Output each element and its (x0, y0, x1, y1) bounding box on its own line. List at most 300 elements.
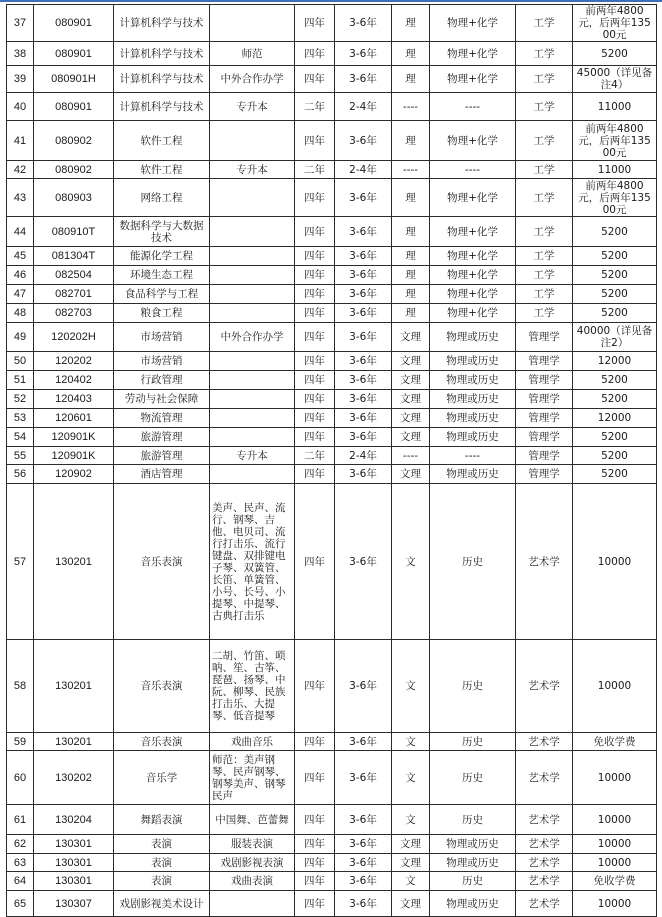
direction-note-cell: 中外合作办学 (210, 323, 295, 352)
study-years-cell: 3-6年 (335, 428, 392, 447)
subject-requirement-cell: 历史 (430, 640, 516, 733)
row-number-cell: 45 (7, 247, 34, 266)
category-cell: 文理 (392, 371, 430, 390)
degree-cell: 管理学 (516, 409, 573, 428)
row-number-cell: 38 (7, 42, 34, 66)
subject-requirement-cell: 物理或历史 (430, 891, 516, 917)
duration-cell: 四年 (295, 465, 335, 484)
subject-requirement-cell: 物理+化学 (430, 304, 516, 323)
category-cell: 文理 (392, 465, 430, 484)
major-name-cell: 计算机科学与技术 (114, 5, 210, 42)
duration-cell: 四年 (295, 371, 335, 390)
subject-requirement-cell: 物理+化学 (430, 247, 516, 266)
subject-requirement-cell: 物理或历史 (430, 323, 516, 352)
major-code-cell: 080903 (34, 179, 114, 217)
category-cell: 文 (392, 872, 430, 891)
row-number-cell: 41 (7, 121, 34, 161)
table-row (7, 42, 657, 66)
table-row (7, 891, 657, 917)
category-cell: ---- (392, 161, 430, 179)
subject-requirement-cell: 历史 (430, 484, 516, 640)
duration-cell: 四年 (295, 872, 335, 891)
direction-note-cell: 师范 (210, 42, 295, 66)
major-name-cell: 表演 (114, 835, 210, 854)
category-cell: 文理 (392, 835, 430, 854)
subject-requirement-cell: 历史 (430, 733, 516, 751)
duration-cell: 四年 (295, 66, 335, 93)
top-border-line (0, 0, 662, 2)
major-name-cell: 能源化学工程 (114, 247, 210, 266)
row-number-cell: 54 (7, 428, 34, 447)
category-cell: 文 (392, 751, 430, 805)
direction-note-cell (210, 121, 295, 161)
degree-cell: 工学 (516, 247, 573, 266)
study-years-cell: 3-6年 (335, 640, 392, 733)
direction-note-cell (210, 891, 295, 917)
row-number-cell: 43 (7, 179, 34, 217)
direction-note-cell (210, 352, 295, 371)
table-row (7, 5, 657, 42)
degree-cell: 工学 (516, 42, 573, 66)
major-name-cell: 音乐表演 (114, 733, 210, 751)
tuition-fee-cell: 45000（详见备注4） (573, 66, 657, 93)
degree-cell: 艺术学 (516, 854, 573, 872)
degree-cell: 工学 (516, 266, 573, 285)
row-number-cell: 63 (7, 854, 34, 872)
table-row (7, 93, 657, 121)
major-name-cell: 音乐表演 (114, 484, 210, 640)
subject-requirement-cell: 物理或历史 (430, 428, 516, 447)
duration-cell: 四年 (295, 266, 335, 285)
direction-note-cell (210, 179, 295, 217)
row-number-cell: 59 (7, 733, 34, 751)
direction-note-cell: 中外合作办学 (210, 66, 295, 93)
subject-requirement-cell: 物理+化学 (430, 179, 516, 217)
major-code-cell: 120202 (34, 352, 114, 371)
majors-table (6, 4, 657, 917)
direction-note-cell: 专升本 (210, 161, 295, 179)
tuition-fee-cell: 10000 (573, 805, 657, 835)
degree-cell: 工学 (516, 285, 573, 304)
table-row (7, 465, 657, 484)
degree-cell: 艺术学 (516, 805, 573, 835)
degree-cell: 艺术学 (516, 733, 573, 751)
major-code-cell: 082504 (34, 266, 114, 285)
major-code-cell: 120901K (34, 428, 114, 447)
row-number-cell: 62 (7, 835, 34, 854)
direction-note-cell (210, 217, 295, 247)
tuition-fee-cell: 5200 (573, 247, 657, 266)
major-code-cell: 120202H (34, 323, 114, 352)
direction-note-cell (210, 304, 295, 323)
major-code-cell: 120902 (34, 465, 114, 484)
category-cell: 文理 (392, 352, 430, 371)
study-years-cell: 3-6年 (335, 66, 392, 93)
major-name-cell: 酒店管理 (114, 465, 210, 484)
table-row (7, 872, 657, 891)
subject-requirement-cell: 物理或历史 (430, 371, 516, 390)
tuition-fee-cell: 5200 (573, 285, 657, 304)
major-code-cell: 081304T (34, 247, 114, 266)
degree-cell: 工学 (516, 217, 573, 247)
duration-cell: 四年 (295, 733, 335, 751)
major-code-cell: 130301 (34, 872, 114, 891)
subject-requirement-cell: 物理或历史 (430, 854, 516, 872)
tuition-fee-cell: 10000 (573, 751, 657, 805)
table-row (7, 390, 657, 409)
subject-requirement-cell: ---- (430, 447, 516, 465)
study-years-cell: 3-6年 (335, 42, 392, 66)
duration-cell: 四年 (295, 217, 335, 247)
row-number-cell: 39 (7, 66, 34, 93)
table-row (7, 217, 657, 247)
major-name-cell: 舞蹈表演 (114, 805, 210, 835)
tuition-fee-cell: 5200 (573, 266, 657, 285)
major-code-cell: 120601 (34, 409, 114, 428)
direction-note-cell (210, 285, 295, 304)
category-cell: 文理 (392, 854, 430, 872)
major-code-cell: 080901 (34, 93, 114, 121)
duration-cell: 四年 (295, 352, 335, 371)
tuition-fee-cell: 5200 (573, 390, 657, 409)
major-code-cell: 080902 (34, 161, 114, 179)
duration-cell: 四年 (295, 304, 335, 323)
major-code-cell: 130201 (34, 733, 114, 751)
subject-requirement-cell: 物理+化学 (430, 121, 516, 161)
major-name-cell: 音乐学 (114, 751, 210, 805)
direction-note-cell (210, 266, 295, 285)
table-row (7, 247, 657, 266)
major-code-cell: 130201 (34, 484, 114, 640)
major-name-cell: 计算机科学与技术 (114, 66, 210, 93)
subject-requirement-cell: ---- (430, 93, 516, 121)
subject-requirement-cell: 物理+化学 (430, 5, 516, 42)
degree-cell: 管理学 (516, 390, 573, 409)
category-cell: 文理 (392, 390, 430, 409)
duration-cell: 四年 (295, 285, 335, 304)
row-number-cell: 57 (7, 484, 34, 640)
tuition-fee-cell: 10000 (573, 640, 657, 733)
major-name-cell: 行政管理 (114, 371, 210, 390)
direction-note-cell (210, 247, 295, 266)
table-body (7, 5, 657, 917)
category-cell: ---- (392, 447, 430, 465)
duration-cell: 四年 (295, 835, 335, 854)
major-name-cell: 戏剧影视美术设计 (114, 891, 210, 917)
duration-cell: 四年 (295, 640, 335, 733)
direction-note-cell (210, 371, 295, 390)
table-row (7, 66, 657, 93)
major-code-cell: 130201 (34, 640, 114, 733)
major-name-cell: 计算机科学与技术 (114, 93, 210, 121)
category-cell: 理 (392, 5, 430, 42)
row-number-cell: 49 (7, 323, 34, 352)
table-row (7, 484, 657, 640)
major-name-cell: 环境生态工程 (114, 266, 210, 285)
category-cell: 理 (392, 179, 430, 217)
major-name-cell: 网络工程 (114, 179, 210, 217)
duration-cell: 四年 (295, 390, 335, 409)
table-row (7, 352, 657, 371)
subject-requirement-cell: 物理或历史 (430, 390, 516, 409)
major-name-cell: 计算机科学与技术 (114, 42, 210, 66)
table-row (7, 371, 657, 390)
study-years-cell: 3-6年 (335, 352, 392, 371)
major-name-cell: 软件工程 (114, 121, 210, 161)
degree-cell: 管理学 (516, 447, 573, 465)
direction-note-cell (210, 5, 295, 42)
degree-cell: 工学 (516, 121, 573, 161)
study-years-cell: 3-6年 (335, 409, 392, 428)
major-name-cell: 食品科学与工程 (114, 285, 210, 304)
row-number-cell: 53 (7, 409, 34, 428)
row-number-cell: 64 (7, 872, 34, 891)
study-years-cell: 3-6年 (335, 484, 392, 640)
degree-cell: 工学 (516, 5, 573, 42)
table-row (7, 161, 657, 179)
major-name-cell: 旅游管理 (114, 447, 210, 465)
tuition-fee-cell: 5200 (573, 428, 657, 447)
tuition-fee-cell: 10000 (573, 835, 657, 854)
row-number-cell: 48 (7, 304, 34, 323)
duration-cell: 二年 (295, 447, 335, 465)
degree-cell: 管理学 (516, 428, 573, 447)
tuition-fee-cell: 12000 (573, 352, 657, 371)
study-years-cell: 3-6年 (335, 872, 392, 891)
table-row (7, 121, 657, 161)
major-name-cell: 旅游管理 (114, 428, 210, 447)
direction-note-cell: 戏曲音乐 (210, 733, 295, 751)
subject-requirement-cell: ---- (430, 161, 516, 179)
category-cell: 文理 (392, 891, 430, 917)
row-number-cell: 44 (7, 217, 34, 247)
category-cell: 理 (392, 304, 430, 323)
row-number-cell: 60 (7, 751, 34, 805)
subject-requirement-cell: 物理+化学 (430, 217, 516, 247)
tuition-fee-cell: 5200 (573, 304, 657, 323)
study-years-cell: 3-6年 (335, 121, 392, 161)
major-code-cell: 080901 (34, 42, 114, 66)
degree-cell: 工学 (516, 304, 573, 323)
subject-requirement-cell: 物理或历史 (430, 409, 516, 428)
direction-note-cell: 戏曲表演 (210, 872, 295, 891)
row-number-cell: 65 (7, 891, 34, 917)
major-code-cell: 080901H (34, 66, 114, 93)
duration-cell: 四年 (295, 121, 335, 161)
study-years-cell: 3-6年 (335, 266, 392, 285)
tuition-fee-cell: 11000 (573, 161, 657, 179)
category-cell: 理 (392, 266, 430, 285)
category-cell: 文理 (392, 409, 430, 428)
duration-cell: 二年 (295, 161, 335, 179)
table-row (7, 428, 657, 447)
degree-cell: 艺术学 (516, 891, 573, 917)
degree-cell: 工学 (516, 161, 573, 179)
major-name-cell: 数据科学与大数据技术 (114, 217, 210, 247)
direction-note-cell: 专升本 (210, 447, 295, 465)
study-years-cell: 3-6年 (335, 323, 392, 352)
tuition-fee-cell: 5200 (573, 371, 657, 390)
direction-note-cell: 服装表演 (210, 835, 295, 854)
degree-cell: 艺术学 (516, 640, 573, 733)
duration-cell: 二年 (295, 93, 335, 121)
row-number-cell: 58 (7, 640, 34, 733)
study-years-cell: 3-6年 (335, 304, 392, 323)
tuition-fee-cell: 5200 (573, 465, 657, 484)
study-years-cell: 3-6年 (335, 854, 392, 872)
direction-note-cell: 中国舞、芭蕾舞 (210, 805, 295, 835)
major-code-cell: 130301 (34, 854, 114, 872)
major-code-cell: 080901 (34, 5, 114, 42)
subject-requirement-cell: 物理或历史 (430, 352, 516, 371)
study-years-cell: 2-4年 (335, 447, 392, 465)
subject-requirement-cell: 物理+化学 (430, 66, 516, 93)
subject-requirement-cell: 物理+化学 (430, 285, 516, 304)
study-years-cell: 3-6年 (335, 751, 392, 805)
degree-cell: 管理学 (516, 352, 573, 371)
degree-cell: 艺术学 (516, 872, 573, 891)
row-number-cell: 56 (7, 465, 34, 484)
degree-cell: 管理学 (516, 323, 573, 352)
category-cell: 理 (392, 217, 430, 247)
major-code-cell: 130202 (34, 751, 114, 805)
tuition-fee-cell: 5200 (573, 217, 657, 247)
row-number-cell: 52 (7, 390, 34, 409)
study-years-cell: 3-6年 (335, 371, 392, 390)
duration-cell: 四年 (295, 891, 335, 917)
study-years-cell: 3-6年 (335, 285, 392, 304)
subject-requirement-cell: 物理或历史 (430, 835, 516, 854)
duration-cell: 四年 (295, 484, 335, 640)
major-code-cell: 120901K (34, 447, 114, 465)
direction-note-cell (210, 428, 295, 447)
degree-cell: 艺术学 (516, 484, 573, 640)
tuition-fee-cell: 前两年4800元，后两年13500元 (573, 179, 657, 217)
study-years-cell: 3-6年 (335, 5, 392, 42)
category-cell: 文 (392, 484, 430, 640)
table-row (7, 640, 657, 733)
study-years-cell: 2-4年 (335, 93, 392, 121)
study-years-cell: 3-6年 (335, 390, 392, 409)
direction-note-cell: 美声、民声、流行、钢琴、吉他、电贝司、流行打击乐、流行键盘、双排键电子琴、双簧管、长笛、单簧管、小号、长号、小提琴、中提琴、古典打击乐 (210, 484, 295, 640)
study-years-cell: 3-6年 (335, 805, 392, 835)
category-cell: 理 (392, 247, 430, 266)
row-number-cell: 40 (7, 93, 34, 121)
tuition-fee-cell: 10000 (573, 484, 657, 640)
major-code-cell: 120403 (34, 390, 114, 409)
degree-cell: 工学 (516, 66, 573, 93)
table-row (7, 854, 657, 872)
category-cell: 理 (392, 285, 430, 304)
tuition-fee-cell: 11000 (573, 93, 657, 121)
tuition-fee-cell: 40000（详见备注2） (573, 323, 657, 352)
study-years-cell: 3-6年 (335, 733, 392, 751)
subject-requirement-cell: 物理+化学 (430, 266, 516, 285)
duration-cell: 四年 (295, 42, 335, 66)
category-cell: 理 (392, 66, 430, 93)
row-number-cell: 50 (7, 352, 34, 371)
major-name-cell: 物流管理 (114, 409, 210, 428)
tuition-fee-cell: 免收学费 (573, 733, 657, 751)
duration-cell: 四年 (295, 179, 335, 217)
duration-cell: 四年 (295, 805, 335, 835)
direction-note-cell: 戏剧影视表演 (210, 854, 295, 872)
tuition-fee-cell: 10000 (573, 854, 657, 872)
subject-requirement-cell: 历史 (430, 751, 516, 805)
duration-cell: 四年 (295, 428, 335, 447)
study-years-cell: 3-6年 (335, 835, 392, 854)
major-code-cell: 130301 (34, 835, 114, 854)
duration-cell: 四年 (295, 5, 335, 42)
category-cell: ---- (392, 93, 430, 121)
direction-note-cell: 二胡、竹笛、唢呐、笙、古筝、琵琶、扬琴、中阮、柳琴、民族打击乐、大提琴、低音提琴 (210, 640, 295, 733)
study-years-cell: 2-4年 (335, 161, 392, 179)
subject-requirement-cell: 物理+化学 (430, 42, 516, 66)
study-years-cell: 3-6年 (335, 217, 392, 247)
subject-requirement-cell: 历史 (430, 872, 516, 891)
table-row (7, 835, 657, 854)
major-code-cell: 080910T (34, 217, 114, 247)
direction-note-cell (210, 390, 295, 409)
tuition-fee-cell: 5200 (573, 447, 657, 465)
row-number-cell: 55 (7, 447, 34, 465)
duration-cell: 四年 (295, 751, 335, 805)
major-code-cell: 120402 (34, 371, 114, 390)
category-cell: 理 (392, 121, 430, 161)
table-row (7, 304, 657, 323)
study-years-cell: 3-6年 (335, 247, 392, 266)
table-row (7, 179, 657, 217)
major-name-cell: 软件工程 (114, 161, 210, 179)
major-name-cell: 音乐表演 (114, 640, 210, 733)
degree-cell: 管理学 (516, 465, 573, 484)
table-row (7, 323, 657, 352)
major-code-cell: 130204 (34, 805, 114, 835)
row-number-cell: 51 (7, 371, 34, 390)
category-cell: 文理 (392, 428, 430, 447)
direction-note-cell: 专升本 (210, 93, 295, 121)
degree-cell: 管理学 (516, 371, 573, 390)
major-code-cell: 130307 (34, 891, 114, 917)
direction-note-cell (210, 465, 295, 484)
duration-cell: 四年 (295, 409, 335, 428)
major-name-cell: 表演 (114, 854, 210, 872)
major-name-cell: 市场营销 (114, 323, 210, 352)
tuition-fee-cell: 5200 (573, 42, 657, 66)
table-row (7, 266, 657, 285)
major-name-cell: 表演 (114, 872, 210, 891)
category-cell: 文 (392, 733, 430, 751)
major-name-cell: 粮食工程 (114, 304, 210, 323)
degree-cell: 工学 (516, 93, 573, 121)
category-cell: 文 (392, 640, 430, 733)
major-code-cell: 082703 (34, 304, 114, 323)
subject-requirement-cell: 物理或历史 (430, 465, 516, 484)
subject-requirement-cell: 历史 (430, 805, 516, 835)
study-years-cell: 3-6年 (335, 179, 392, 217)
table-row (7, 751, 657, 805)
table-row (7, 805, 657, 835)
study-years-cell: 3-6年 (335, 891, 392, 917)
duration-cell: 四年 (295, 323, 335, 352)
category-cell: 文理 (392, 323, 430, 352)
tuition-fee-cell: 前两年4800元，后两年13500元 (573, 5, 657, 42)
row-number-cell: 47 (7, 285, 34, 304)
duration-cell: 四年 (295, 854, 335, 872)
direction-note-cell: 师范：美声钢琴、民声钢琴、钢琴美声、钢琴民声 (210, 751, 295, 805)
table-row (7, 285, 657, 304)
degree-cell: 艺术学 (516, 751, 573, 805)
